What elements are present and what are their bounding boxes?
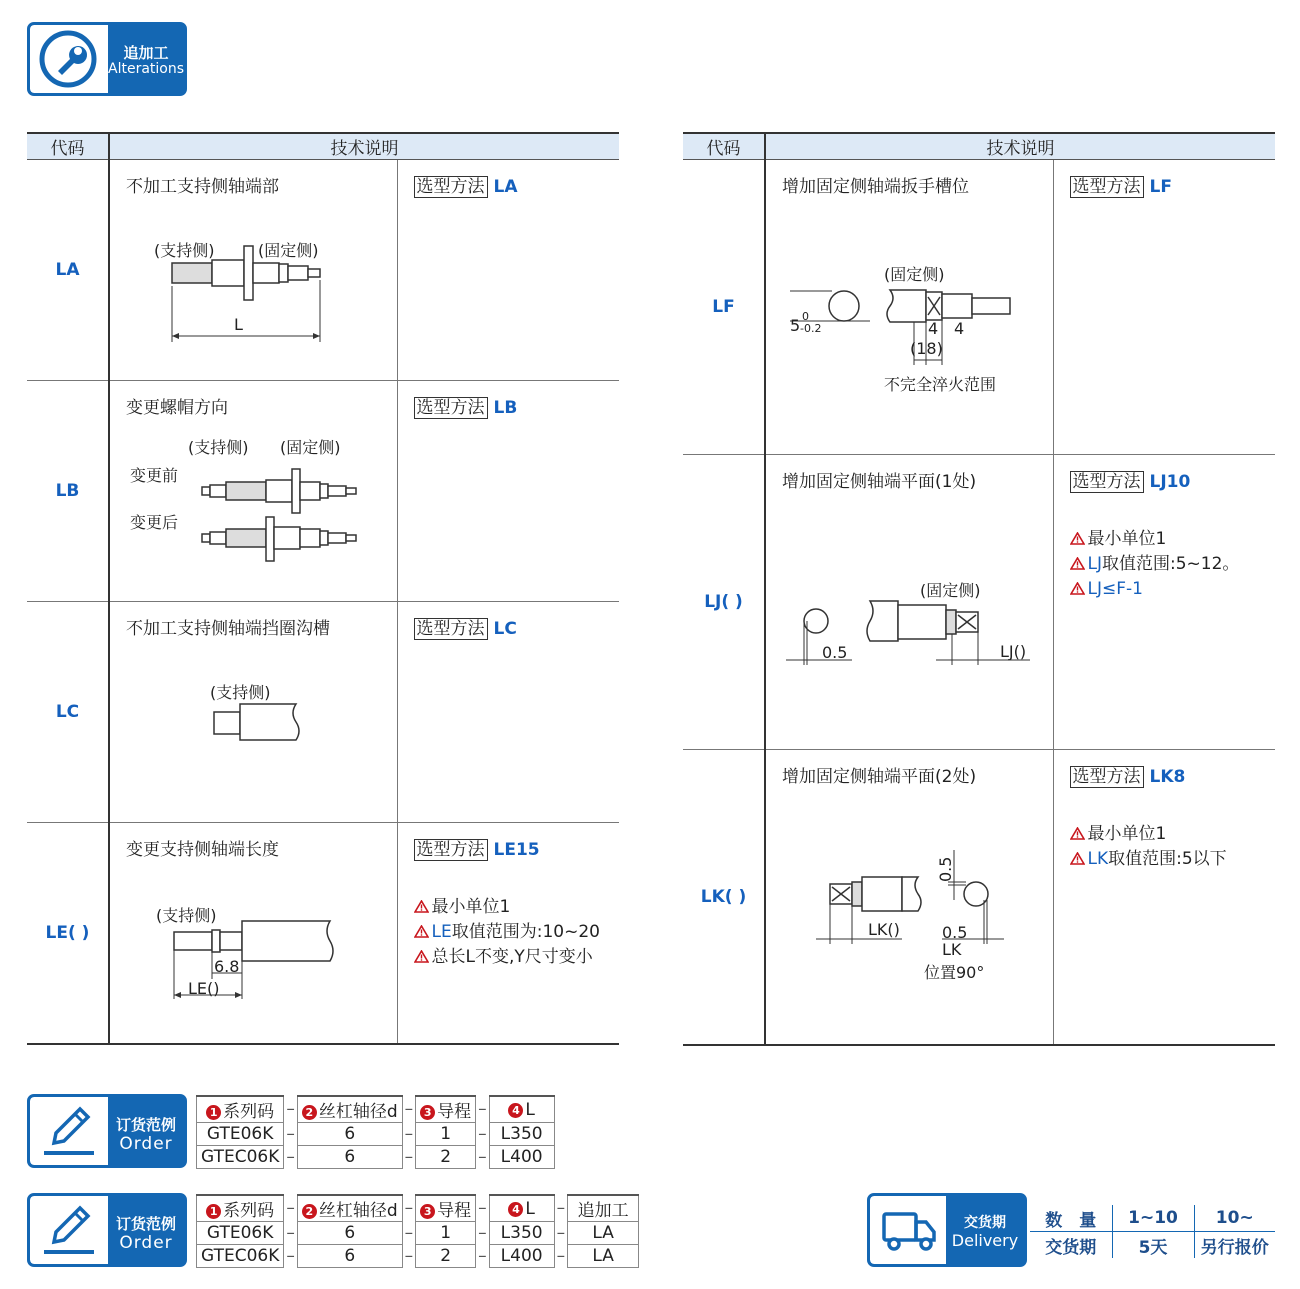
select-code: LJ10	[1149, 472, 1191, 492]
cell: 6	[297, 1146, 402, 1169]
dash: –	[404, 1147, 414, 1167]
order-header-diameter	[297, 1195, 402, 1222]
dash: –	[478, 1147, 487, 1167]
caption-hardening: 不完全淬火范围	[884, 375, 997, 394]
badge-title-cn: 订货范例	[115, 1215, 176, 1233]
diagram-lk-svg	[766, 750, 1054, 1045]
table-row	[1030, 1232, 1275, 1259]
table-row	[197, 1123, 555, 1146]
order-header-length	[489, 1096, 554, 1123]
diagram-lf-svg	[766, 160, 1054, 455]
delivery-qty-2: 10~	[1215, 1208, 1254, 1228]
cell: 2	[416, 1146, 476, 1169]
wrench-icon	[30, 25, 108, 93]
delivery-qty-label: 数 量	[1030, 1205, 1112, 1232]
header-text: 导程	[437, 1201, 472, 1221]
pencil-icon	[30, 1196, 108, 1264]
label-fixed: (固定侧)	[280, 438, 341, 457]
warning-icon	[1070, 852, 1085, 865]
truck-icon	[870, 1196, 946, 1264]
delivery-qty-1: 1~10	[1112, 1205, 1194, 1232]
order-badge-2	[27, 1193, 187, 1267]
note-item	[1070, 847, 1227, 872]
row-desc-cell	[765, 455, 1053, 750]
table-row	[683, 750, 1275, 1045]
select-method	[414, 172, 518, 197]
dim-lk: LK	[942, 940, 962, 959]
badge-icon-area	[30, 25, 108, 93]
dim-6-8: 6.8	[214, 957, 240, 976]
header-text: 丝杠轴径d	[318, 1201, 398, 1221]
select-code: LB	[493, 398, 518, 418]
diagram-la	[110, 160, 398, 381]
select-label: 选型方法	[1070, 766, 1144, 788]
dim-lj: LJ()	[1000, 642, 1027, 661]
diagram-lj	[766, 455, 1054, 750]
cell: L350	[489, 1123, 554, 1146]
row-code: LF	[683, 160, 765, 455]
dim-tol-lower: -0.2	[800, 322, 822, 335]
header-text: 系列码	[223, 1102, 275, 1122]
dim-le: LE()	[188, 979, 220, 998]
warning-icon	[414, 900, 429, 913]
col-desc-header: 技术说明	[109, 133, 619, 160]
badge-title-en: Delivery	[951, 1231, 1019, 1250]
row-desc-cell	[109, 381, 397, 602]
order-header-alteration: 追加工	[568, 1195, 639, 1222]
note-text: 最小单位1	[431, 897, 511, 917]
notes	[414, 895, 600, 970]
cell: GTE06K	[197, 1222, 284, 1245]
label-support: (支持侧)	[156, 906, 217, 925]
note-item	[414, 920, 600, 945]
dash: –	[478, 1198, 487, 1219]
dim-0-5: 0.5	[822, 643, 848, 662]
cell: GTE06K	[197, 1123, 284, 1146]
diagram-la-svg	[110, 160, 398, 381]
label-support: (支持侧)	[210, 683, 271, 702]
row-desc-cell	[109, 602, 397, 823]
table-row	[683, 160, 1275, 455]
row-select-cell	[1053, 455, 1275, 750]
dash: –	[404, 1099, 414, 1120]
delivery-time-label: 交货期	[1030, 1232, 1112, 1259]
col-code-header: 代码	[27, 133, 109, 160]
cell: GTEC06K	[197, 1146, 284, 1169]
warning-icon	[1070, 582, 1085, 595]
dim-tol-upper: 0	[802, 310, 809, 323]
order-header-row	[197, 1096, 555, 1123]
dash: –	[404, 1124, 414, 1144]
warning-icon	[414, 950, 429, 963]
select-label: 选型方法	[1070, 176, 1144, 198]
delivery-time-2: 另行报价	[1200, 1237, 1269, 1258]
badge-title-cn: 追加工	[123, 44, 169, 62]
order-header-lead	[416, 1096, 476, 1123]
row-desc-cell	[765, 160, 1053, 455]
alterations-badge	[27, 22, 187, 96]
select-method	[414, 393, 518, 418]
order-header-series	[197, 1096, 284, 1123]
row-desc-cell	[109, 160, 397, 381]
order-header-lead	[416, 1195, 476, 1222]
dim-0-5: 0.5	[942, 923, 968, 942]
row-code: LE( )	[27, 823, 109, 1044]
dash: –	[286, 1246, 295, 1266]
note-text: 总长L不变,Y尺寸变小	[431, 947, 593, 967]
row-select-cell	[397, 381, 619, 602]
table-row	[27, 823, 619, 1044]
pencil-icon	[30, 1097, 108, 1165]
note-item	[414, 945, 600, 970]
col-desc-header: 技术说明	[765, 133, 1275, 160]
cell: 6	[297, 1123, 402, 1146]
note-item	[1070, 552, 1240, 577]
delivery-badge	[867, 1193, 1027, 1267]
row-desc: 不加工支持侧轴端挡圈沟槽	[126, 619, 330, 639]
dim-5: 5	[790, 316, 801, 335]
dim-lk-length: LK()	[868, 920, 900, 939]
dash: –	[286, 1124, 295, 1144]
dash: –	[478, 1099, 487, 1120]
select-label: 选型方法	[1070, 471, 1144, 493]
row-code: LJ( )	[683, 455, 765, 750]
select-method	[1070, 467, 1191, 492]
select-method	[1070, 762, 1186, 787]
row-select-cell	[1053, 750, 1275, 1045]
note-item	[1070, 527, 1240, 552]
dim-18: (18)	[910, 339, 943, 358]
dash: –	[404, 1198, 414, 1219]
header-text: L	[525, 1099, 535, 1120]
warning-icon	[1070, 827, 1085, 840]
dim-4b: 4	[954, 319, 965, 338]
table-row	[1030, 1205, 1275, 1232]
cell: LA	[568, 1245, 639, 1268]
note-text: 取值范围:5以下	[1108, 849, 1227, 869]
spec-table-left	[27, 132, 619, 1045]
label-fixed: (固定侧)	[258, 241, 319, 260]
dash: –	[556, 1223, 566, 1243]
dim-0-5-vertical: 0.5	[936, 856, 955, 882]
number-badge: 3	[420, 1204, 435, 1219]
label-support: (支持侧)	[154, 241, 215, 260]
header-text: L	[525, 1198, 535, 1219]
row-select-cell	[1053, 160, 1275, 455]
badge-title-en: Alterations	[108, 61, 185, 77]
select-code: LK8	[1149, 767, 1186, 787]
number-badge: 1	[206, 1105, 221, 1120]
notes	[1070, 822, 1227, 872]
diagram-le-svg	[110, 823, 398, 1044]
number-badge: 1	[206, 1204, 221, 1219]
diagram-le	[110, 823, 398, 1044]
note-prefix: LK	[1087, 849, 1109, 869]
warning-icon	[1070, 557, 1085, 570]
diagram-lj-svg	[766, 455, 1054, 750]
cell: GTEC06K	[197, 1245, 284, 1268]
table-row	[197, 1146, 555, 1169]
badge-icon-area	[30, 1196, 108, 1264]
table-row	[27, 381, 619, 602]
delivery-time-1: 5天	[1112, 1232, 1194, 1259]
row-select-cell	[397, 602, 619, 823]
row-desc: 变更支持侧轴端长度	[126, 840, 279, 860]
note-item	[1070, 822, 1227, 847]
dash: –	[404, 1246, 414, 1266]
row-desc: 增加固定侧轴端扳手槽位	[782, 177, 969, 197]
select-method	[414, 835, 540, 860]
row-code: LC	[27, 602, 109, 823]
row-code: LA	[27, 160, 109, 381]
row-code: LK( )	[683, 750, 765, 1045]
select-code: LF	[1149, 177, 1172, 197]
cell: L400	[489, 1245, 554, 1268]
dash: –	[286, 1147, 295, 1167]
dash: –	[286, 1223, 295, 1243]
row-desc: 增加固定侧轴端平面(1处)	[782, 472, 977, 492]
note-text: 最小单位1	[1087, 529, 1167, 549]
order-header-length	[489, 1195, 554, 1222]
table-row	[197, 1245, 639, 1268]
badge-title-cn: 交货期	[964, 1215, 1006, 1231]
table-row	[683, 455, 1275, 750]
cell: 6	[297, 1222, 402, 1245]
note-text: LJ≤F-1	[1087, 579, 1143, 599]
select-code: LE15	[493, 840, 540, 860]
diagram-lc	[110, 602, 398, 823]
badge-icon-area	[870, 1196, 946, 1264]
number-badge: 3	[420, 1105, 435, 1120]
header-text: 系列码	[223, 1201, 275, 1221]
label-fixed: (固定侧)	[920, 581, 981, 600]
row-desc-cell	[765, 750, 1053, 1045]
select-label: 选型方法	[414, 839, 488, 861]
select-label: 选型方法	[414, 397, 488, 419]
badge-title-cn: 订货范例	[115, 1116, 176, 1134]
number-badge: 4	[508, 1103, 523, 1118]
note-item	[1070, 577, 1240, 602]
order-header-diameter	[297, 1096, 402, 1123]
select-method	[414, 614, 517, 639]
label-after: 变更后	[130, 513, 179, 532]
badge-icon-area	[30, 1097, 108, 1165]
order-table-2	[196, 1194, 639, 1268]
cell: 1	[416, 1222, 476, 1245]
select-code: LC	[493, 619, 517, 639]
dash: –	[478, 1124, 487, 1144]
note-prefix: LE	[431, 922, 452, 942]
row-select-cell	[397, 160, 619, 381]
order-header-series	[197, 1195, 284, 1222]
header-text: 丝杠轴径d	[318, 1102, 398, 1122]
cell: L350	[489, 1222, 554, 1245]
diagram-lc-svg	[110, 602, 398, 823]
number-badge: 2	[302, 1204, 317, 1219]
note-item	[414, 895, 600, 920]
row-desc: 变更螺帽方向	[126, 398, 228, 418]
note-prefix: LJ	[1087, 554, 1102, 574]
dim-4a: 4	[928, 319, 939, 338]
select-method	[1070, 172, 1172, 197]
cell: LA	[568, 1222, 639, 1245]
cell: 2	[416, 1245, 476, 1268]
header-text: 导程	[437, 1102, 472, 1122]
badge-title-en: Order	[119, 1134, 173, 1154]
delivery-table	[1030, 1205, 1275, 1258]
order-table-1	[196, 1095, 555, 1169]
dash: –	[404, 1223, 414, 1243]
label-fixed: (固定侧)	[884, 265, 945, 284]
row-desc: 增加固定侧轴端平面(2处)	[782, 767, 977, 787]
dash: –	[478, 1246, 487, 1266]
label-before: 变更前	[130, 466, 179, 485]
note-text: 最小单位1	[1087, 824, 1167, 844]
row-code: LB	[27, 381, 109, 602]
col-code-header: 代码	[683, 133, 765, 160]
row-select-cell	[397, 823, 619, 1044]
table-row	[197, 1222, 639, 1245]
row-desc-cell	[109, 823, 397, 1044]
notes	[1070, 527, 1240, 602]
dash: –	[478, 1223, 487, 1243]
dash: –	[556, 1198, 566, 1219]
dash: –	[286, 1099, 295, 1120]
caption-position: 位置90°	[924, 963, 985, 982]
dash: –	[286, 1198, 295, 1219]
note-text: 取值范围:5~12。	[1102, 554, 1240, 574]
cell: 1	[416, 1123, 476, 1146]
dim-l: L	[234, 315, 243, 334]
diagram-lf	[766, 160, 1054, 455]
select-label: 选型方法	[414, 618, 488, 640]
warning-icon	[414, 925, 429, 938]
label-support: (支持侧)	[188, 438, 249, 457]
table-row	[27, 602, 619, 823]
select-code: LA	[493, 177, 518, 197]
select-label: 选型方法	[414, 176, 488, 198]
spec-table-right	[683, 132, 1275, 1046]
cell: L400	[489, 1146, 554, 1169]
diagram-lk	[766, 750, 1054, 1045]
note-text: 取值范围为:10~20	[451, 922, 600, 942]
diagram-lb-svg	[110, 381, 398, 602]
number-badge: 2	[302, 1105, 317, 1120]
dash: –	[556, 1246, 566, 1266]
order-header-row	[197, 1195, 639, 1222]
table-row	[27, 160, 619, 381]
order-badge-1	[27, 1094, 187, 1168]
warning-icon	[1070, 532, 1085, 545]
cell: 6	[297, 1245, 402, 1268]
badge-title-en: Order	[119, 1233, 173, 1253]
row-desc: 不加工支持侧轴端部	[126, 177, 279, 197]
diagram-lb	[110, 381, 398, 602]
number-badge: 4	[508, 1202, 523, 1217]
